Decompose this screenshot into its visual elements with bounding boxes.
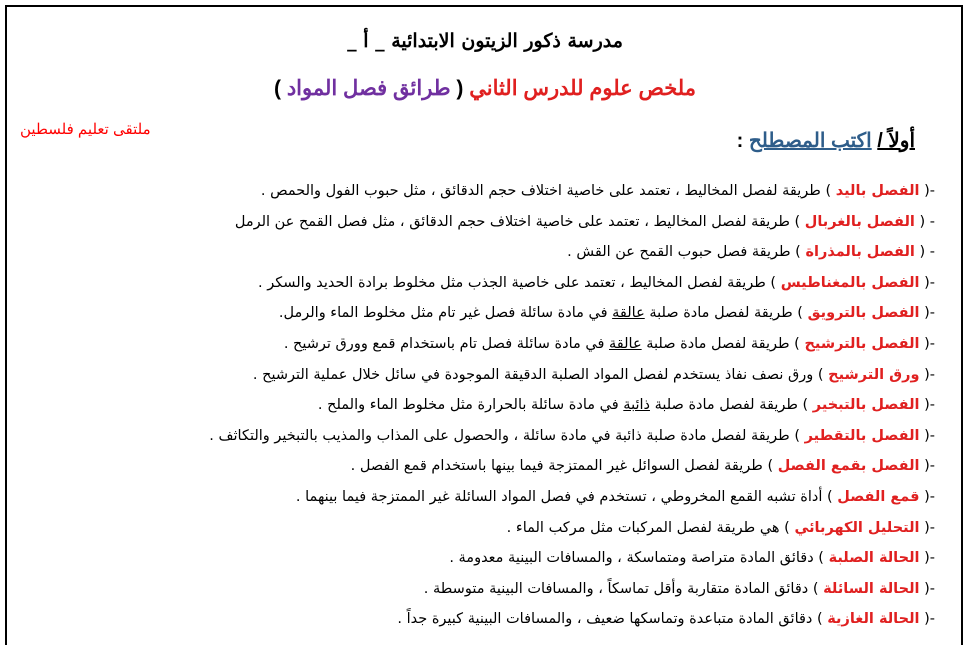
terms-list	[15, 176, 935, 635]
term-definition: طريقة لفصل مادة صلبة عالقة في مادة سائلة فصل غير تام مثل مخلوط الماء والرمل.	[278, 305, 793, 322]
term-item: -( الفصل بالتبخير ) طريقة لفصل مادة صلبة ذائبة في مادة سائلة بالحرارة مثل مخلوط الماء والملح .	[317, 397, 935, 414]
term-item: -( الحالة الصلبة ) دقائق المادة متراصة ومتماسكة ، والمسافات البينية معدومة .	[449, 550, 935, 567]
term-definition: طريقة فصل حبوب القمح عن القش .	[567, 244, 791, 261]
term-item: -( الفصل بالمغناطيس ) طريقة لفصل المخاليط ، تعتمد على خاصية الجذب مثل مخلوط برادة الحديد والسكر .	[258, 274, 935, 291]
term-definition: أداة تشبه القمع المخروطي ، تستخدم في فصل المواد السائلة غير الممتزجة فيما بينهما .	[295, 488, 823, 505]
term-definition: طريقة لفصل مادة صلبة ذائبة في مادة سائلة ، والحصول على المذاب والمذيب بالتبخير والتكاثف .	[209, 427, 790, 444]
term-definition: طريقة لفصل المخاليط ، تعتمد على خاصية اختلاف حجم الدقائق ، مثل فصل القمح عن الرمل	[234, 213, 790, 230]
section-number: أولاً /	[877, 130, 915, 152]
term-name: قمع الفصل	[837, 488, 920, 505]
term-definition: طريقة لفصل السوائل غير الممتزجة فيما بينها باستخدام قمع الفصل .	[350, 458, 763, 475]
term-name: الفصل بالتقطير	[804, 427, 920, 444]
section-colon: :	[736, 130, 749, 152]
term-item: - ( الفصل بالغربال ) طريقة لفصل المخاليط ، تعتمد على خاصية اختلاف حجم الدقائق ، مثل فصل القمح عن الرمل	[234, 213, 935, 230]
section-title: اكتب المصطلح	[748, 130, 872, 152]
term-name: الفصل بالمغناطيس	[780, 274, 920, 291]
term-definition: طريقة لفصل مادة صلبة عالقة في مادة سائلة فصل تام باستخدام قمع وورق ترشيح .	[283, 335, 790, 352]
school-name: مدرسة ذكور الزيتون الابتدائية _ أ _	[347, 30, 623, 52]
term-item: -( الحالة الغازية ) دقائق المادة متباعدة وتماسكها ضعيف ، والمسافات البينية كبيرة جداً .	[397, 611, 935, 628]
term-name: الفصل بالغربال	[804, 213, 915, 230]
term-definition: طريقة لفصل مادة صلبة ذائبة في مادة سائلة بالحرارة مثل مخلوط الماء والملح .	[317, 397, 798, 414]
forum-watermark-text: ملتقى تعليم فلسطين	[20, 121, 151, 138]
summary-title	[0, 76, 970, 101]
term-definition: دقائق المادة متقاربة وأقل تماسكاً ، والمسافات البينية متوسطة .	[423, 580, 809, 597]
term-item: -( الحالة السائلة ) دقائق المادة متقاربة وأقل تماسكاً ، والمسافات البينية متوسطة .	[423, 580, 935, 597]
term-definition: دقائق المادة متباعدة وتماسكها ضعيف ، والمسافات البينية كبيرة جداً .	[397, 611, 813, 628]
underlined-word: عالقة	[612, 305, 645, 322]
term-item: -( التحليل الكهربائي ) هي طريقة لفصل المركبات مثل مركب الماء .	[506, 519, 935, 536]
summary-topic: طرائق فصل المواد	[286, 77, 451, 100]
term-definition: هي طريقة لفصل المركبات مثل مركب الماء .	[506, 519, 780, 536]
term-name: الحالة الغازية	[827, 611, 920, 628]
term-item: -( الفصل بالترويق ) طريقة لفصل مادة صلبة عالقة في مادة سائلة فصل غير تام مثل مخلوط الماء والرمل.	[278, 305, 935, 322]
term-item: -( الفصل بقمع الفصل ) طريقة لفصل السوائل غير الممتزجة فيما بينها باستخدام قمع الفصل .	[350, 458, 935, 475]
term-item: -( الفصل بالترشيح ) طريقة لفصل مادة صلبة عالقة في مادة سائلة فصل تام باستخدام قمع وورق ترشيح .	[283, 335, 935, 352]
term-name: الفصل بالترشيح	[804, 335, 920, 352]
term-item: -( ورق الترشيح ) ورق نصف نفاذ يستخدم لفصل المواد الصلبة الدقيقة الموجودة في سائل خلال عملية الترشيح .	[252, 366, 935, 383]
underlined-word: ذائبة	[623, 397, 650, 414]
summary-paren-open: (	[450, 77, 470, 100]
term-item: -( قمع الفصل ) أداة تشبه القمع المخروطي ، تستخدم في فصل المواد السائلة غير الممتزجة فيما بينهما .	[295, 488, 935, 505]
summary-label: ملخص علوم للدرس الثاني	[469, 77, 697, 100]
term-name: الفصل باليد	[835, 183, 920, 199]
term-name: الفصل بالتبخير	[812, 397, 920, 414]
term-definition: طريقة لفصل المخاليط ، تعتمد على خاصية اختلاف حجم الدقائق ، مثل حبوب الفول والحمص .	[260, 183, 821, 199]
term-name: الحالة الصلبة	[828, 550, 920, 567]
term-name: التحليل الكهربائي	[794, 519, 920, 536]
term-name: الحالة السائلة	[823, 580, 920, 597]
term-definition: طريقة لفصل المخاليط ، تعتمد على خاصية الجذب مثل مخلوط برادة الحديد والسكر .	[258, 274, 766, 291]
section-heading	[737, 128, 915, 153]
term-name: الفصل بقمع الفصل	[777, 458, 920, 475]
term-definition: ورق نصف نفاذ يستخدم لفصل المواد الصلبة الدقيقة الموجودة في سائل خلال عملية الترشيح .	[252, 366, 814, 383]
term-item: -( الفصل باليد ) طريقة لفصل المخاليط ، تعتمد على خاصية اختلاف حجم الدقائق ، مثل حبوب الفول والحمص .	[260, 183, 935, 199]
underlined-word: عالقة	[609, 335, 642, 352]
term-definition: دقائق المادة متراصة ومتماسكة ، والمسافات البينية معدومة .	[449, 550, 814, 567]
term-item: -( الفصل بالتقطير ) طريقة لفصل مادة صلبة ذائبة في مادة سائلة ، والحصول على المذاب والمذيب بالتبخير والتكاثف .	[209, 427, 935, 444]
term-name: ورق الترشيح	[828, 366, 920, 383]
term-name: الفصل بالمذراة	[805, 244, 915, 261]
summary-paren-close: )	[273, 77, 287, 100]
term-name: الفصل بالترويق	[807, 305, 920, 322]
term-item: - ( الفصل بالمذراة ) طريقة فصل حبوب القمح عن القش .	[567, 244, 935, 261]
